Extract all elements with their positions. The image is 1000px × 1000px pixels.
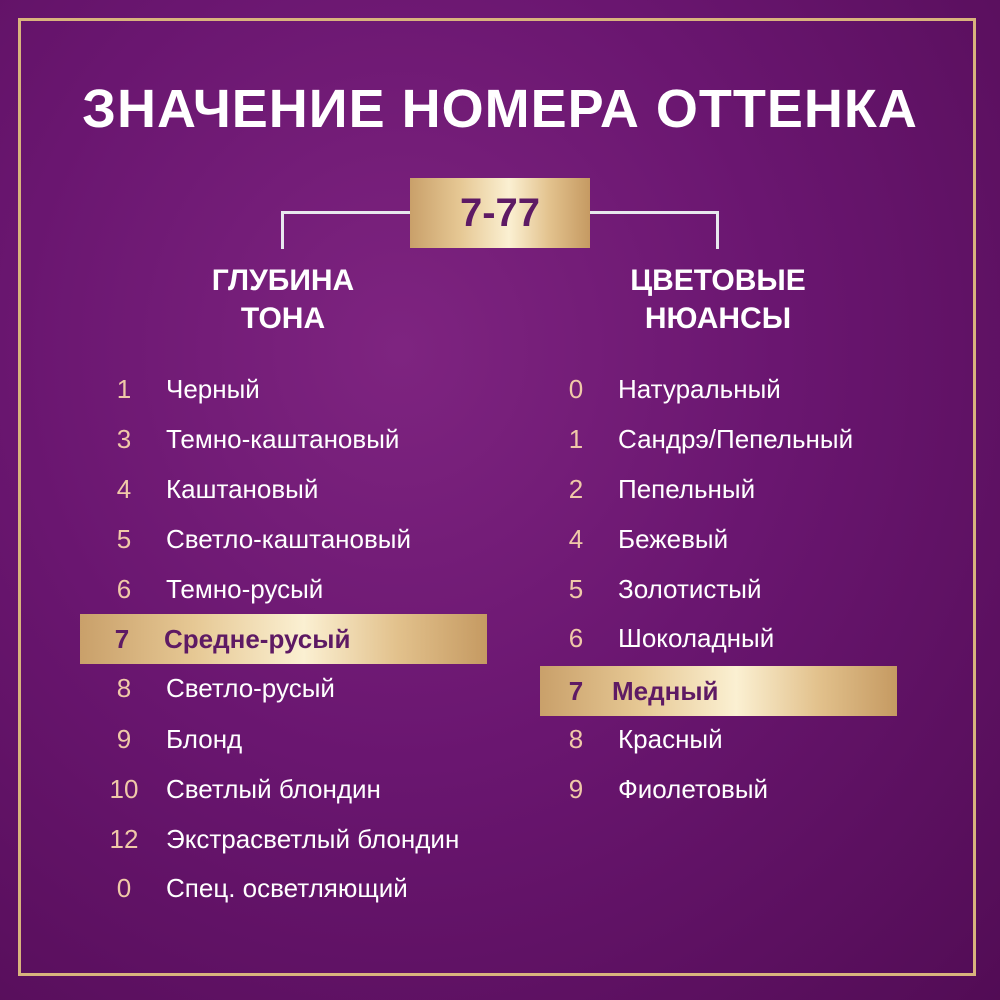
page-title: ЗНАЧЕНИЕ НОМЕРА ОТТЕНКА: [82, 79, 918, 139]
list-item-nuance: [534, 367, 781, 411]
highlighted-list-item-tone: [80, 614, 487, 664]
list-item-tone: [82, 367, 260, 411]
item-number: 1: [568, 423, 584, 454]
item-label: Светлый блондин: [166, 773, 381, 804]
item-label: Блонд: [166, 723, 243, 754]
item-number: 4: [568, 523, 584, 554]
list-item-tone: [82, 767, 381, 811]
bracket-right-vertical: [716, 211, 719, 249]
list-item-nuance: [534, 717, 723, 761]
item-number: 5: [116, 523, 132, 554]
list-item-tone: [82, 567, 323, 611]
item-label: Темно-каштановый: [166, 423, 400, 454]
bracket-left-horizontal: [281, 211, 410, 214]
list-item-tone: [82, 517, 411, 561]
list-item-tone: [82, 467, 318, 511]
item-number: 10: [109, 773, 139, 804]
item-label: Фиолетовый: [618, 773, 769, 804]
list-item-tone: [82, 817, 459, 861]
item-number: 9: [116, 723, 132, 754]
list-item-nuance: [534, 417, 853, 461]
item-label: Красный: [618, 723, 723, 754]
item-label: Светло-каштановый: [166, 523, 411, 554]
item-label: Светло-русый: [166, 672, 335, 703]
item-label: Сандрэ/Пепельный: [618, 423, 854, 454]
item-number: 7: [114, 623, 130, 654]
list-item-nuance: [534, 767, 768, 811]
item-label: Натуральный: [618, 373, 781, 404]
item-number: 4: [116, 473, 132, 504]
item-number: 3: [116, 423, 132, 454]
item-number: 6: [116, 573, 132, 604]
item-label: Темно-русый: [166, 573, 324, 604]
item-number: 6: [568, 622, 584, 653]
right-heading-line1: ЦВЕТОВЫЕ: [630, 264, 806, 297]
item-label: Золотистый: [618, 573, 762, 604]
item-number: 2: [568, 473, 584, 504]
item-number: 0: [116, 872, 132, 903]
list-item-tone: [82, 866, 408, 910]
left-column-heading: [133, 262, 433, 338]
item-number: 7: [568, 675, 584, 706]
item-label: Спец. осветляющий: [166, 872, 408, 903]
item-number: 1: [116, 373, 132, 404]
bracket-right-horizontal: [590, 211, 719, 214]
item-label: Черный: [166, 373, 260, 404]
list-item-tone: [82, 417, 399, 461]
item-label: Бежевый: [618, 523, 729, 554]
list-item-nuance: [534, 567, 762, 611]
item-number: 8: [568, 723, 584, 754]
item-label: Пепельный: [618, 473, 756, 504]
item-label: Медный: [612, 675, 719, 706]
left-heading-line1: ГЛУБИНА: [211, 264, 355, 297]
item-number: 12: [109, 823, 139, 854]
list-item-tone: [82, 666, 335, 710]
highlighted-list-item-nuance: [540, 666, 897, 716]
item-label: Шоколадный: [618, 622, 775, 653]
left-heading-line2: ТОНА: [240, 302, 326, 335]
item-number: 0: [568, 373, 584, 404]
item-number: 5: [568, 573, 584, 604]
bracket-left-vertical: [281, 211, 284, 249]
item-label: Каштановый: [166, 473, 319, 504]
right-heading-line2: НЮАНСЫ: [644, 302, 792, 335]
item-label: Экстрасветлый блондин: [166, 823, 460, 854]
item-label: Средне-русый: [164, 623, 351, 654]
list-item-nuance: [534, 616, 774, 660]
item-number: 8: [116, 672, 132, 703]
list-item-tone: [82, 717, 242, 761]
item-number: 9: [568, 773, 584, 804]
list-item-nuance: [534, 517, 728, 561]
right-column-heading: [568, 262, 868, 338]
shade-code-badge: [410, 178, 590, 248]
list-item-nuance: [534, 467, 755, 511]
shade-code: 7-77: [459, 190, 541, 235]
